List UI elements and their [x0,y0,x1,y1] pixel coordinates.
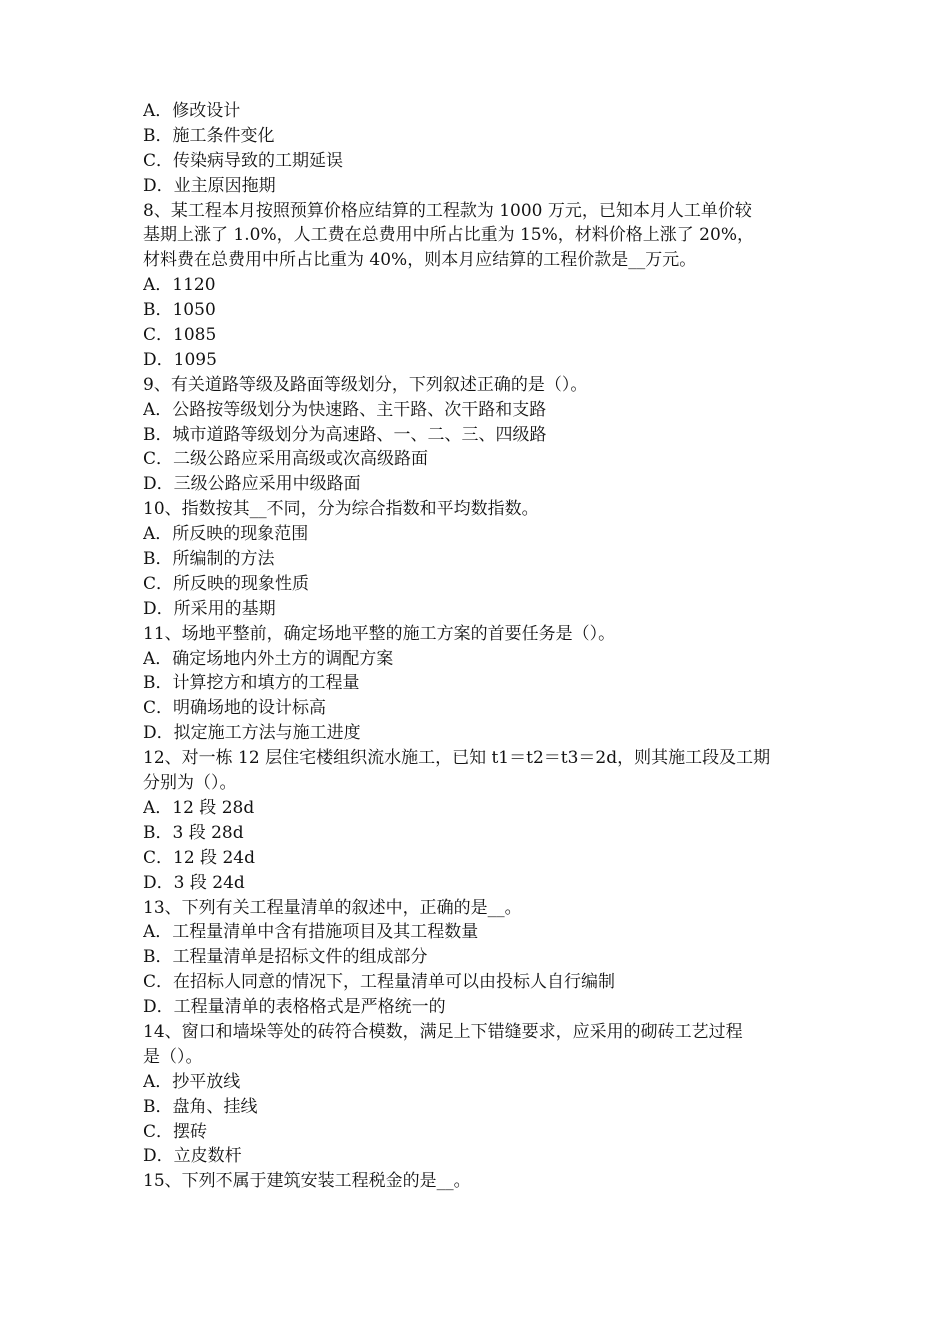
question-line: 8、某工程本月按照预算价格应结算的工程款为 1000 万元，已知本月人工单价较 [143,200,752,221]
question-line: 9、有关道路等级及路面等级划分，下列叙述正确的是（）。 [143,374,588,395]
question-line: 13、下列有关工程量清单的叙述中，正确的是__。 [143,897,522,918]
question-line: 分别为（）。 [143,773,237,794]
question-line: 是（）。 [143,1046,203,1067]
document-body [143,99,813,1194]
option-line: A．公路按等级划分为快速路、主干路、次干路和支路 [143,399,547,420]
option-line: D．3 段 24d [143,872,245,893]
option-line: B．施工条件变化 [143,125,275,146]
option-line: C．所反映的现象性质 [143,573,310,594]
question-line: 15、下列不属于建筑安装工程税金的是__。 [143,1171,471,1192]
option-line: A．确定场地内外土方的调配方案 [143,648,394,669]
option-line: D．拟定施工方法与施工进度 [143,723,361,744]
option-line: C．明确场地的设计标高 [143,698,327,719]
question-line: 10、指数按其__不同，分为综合指数和平均数指数。 [143,499,539,520]
option-line: B．盘角、挂线 [143,1096,258,1117]
option-line: C．二级公路应采用高级或次高级路面 [143,449,429,470]
option-line: B．所编制的方法 [143,549,275,570]
option-line: A．修改设计 [143,101,241,121]
question-line: 11、场地平整前，确定场地平整的施工方案的首要任务是（）。 [143,623,616,644]
option-line: D．1095 [143,349,217,370]
option-line: A．抄平放线 [143,1071,241,1092]
option-line: C．在招标人同意的情况下，工程量清单可以由投标人自行编制 [143,972,616,993]
question-line: 12、对一栋 12 层住宅楼组织流水施工，已知 t1＝t2＝t3＝2d，则其施工段及工期 [143,748,771,769]
option-line: D．所采用的基期 [143,598,276,619]
option-line: B．3 段 28d [143,822,244,843]
option-line: C．1085 [143,325,217,346]
option-line: A．12 段 28d [143,797,255,818]
option-line: C．传染病导致的工期延误 [143,150,344,171]
option-line: B．城市道路等级划分为高速路、一、二、三、四级路 [143,424,547,445]
option-line: A．1120 [143,275,216,296]
question-line: 材料费在总费用中所占比重为 40%，则本月应结算的工程价款是__万元。 [143,250,697,271]
option-line: B．1050 [143,300,216,321]
option-line: B．计算挖方和填方的工程量 [143,673,360,694]
option-line: A．所反映的现象范围 [143,524,309,545]
option-line: D．三级公路应采用中级路面 [143,474,361,495]
option-line: D．立皮数杆 [143,1146,242,1167]
option-line: D．业主原因拖期 [143,175,276,196]
question-line: 14、窗口和墙垛等处的砖符合模数，满足上下错缝要求，应采用的砌砖工艺过程 [143,1021,743,1042]
question-line: 基期上涨了 1.0%，人工费在总费用中所占比重为 15%，材料价格上涨了 20%， [143,225,754,246]
option-line: A．工程量清单中含有措施项目及其工程数量 [143,922,479,943]
option-line: D．工程量清单的表格格式是严格统一的 [143,997,446,1018]
option-line: C．12 段 24d [143,847,255,868]
option-line: C．摆砖 [143,1121,208,1142]
option-line: B．工程量清单是招标文件的组成部分 [143,947,428,968]
